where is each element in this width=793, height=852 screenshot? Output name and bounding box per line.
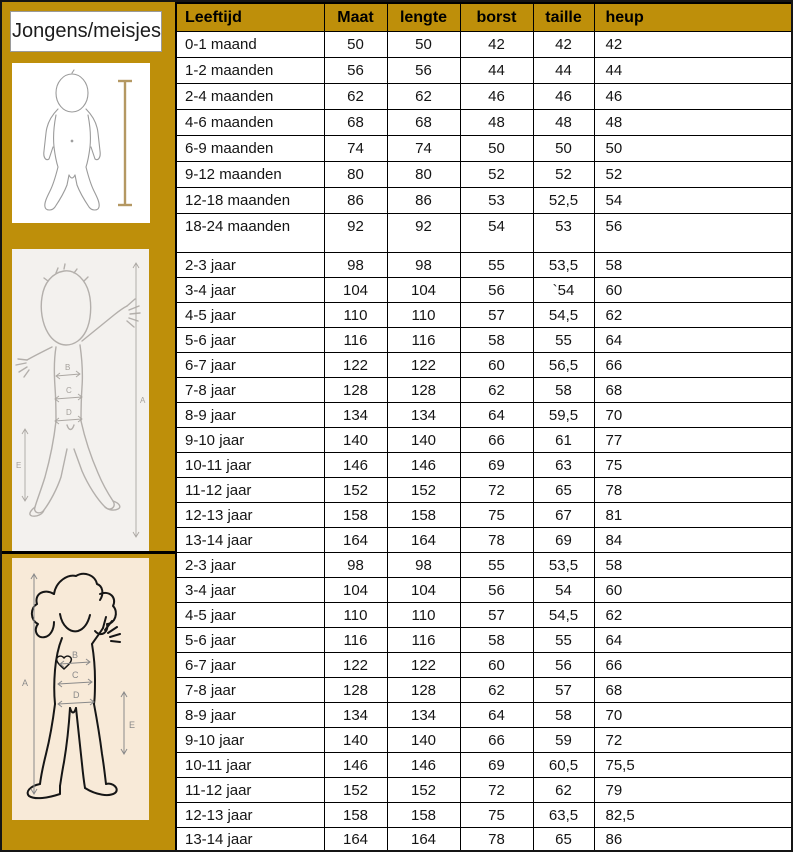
value-cell: 69 <box>460 753 533 778</box>
value-cell: 110 <box>387 603 460 628</box>
value-cell: 54 <box>460 214 533 240</box>
value-cell: 164 <box>324 528 387 553</box>
table-row <box>176 136 792 162</box>
value-cell: 68 <box>594 678 792 703</box>
size-table <box>175 2 793 852</box>
table-row <box>176 528 792 553</box>
value-cell: 128 <box>387 678 460 703</box>
table-row <box>176 303 792 328</box>
age-cell: 2-3 jaar <box>176 253 324 278</box>
value-cell: 86 <box>324 188 387 214</box>
age-cell: 11-12 jaar <box>176 778 324 803</box>
value-cell: 65 <box>533 478 594 503</box>
gender-label-text: Jongens/meisjes <box>12 20 161 42</box>
value-cell: 104 <box>387 578 460 603</box>
value-cell: 77 <box>594 428 792 453</box>
age-cell: 8-9 jaar <box>176 703 324 728</box>
value-cell: 54,5 <box>533 303 594 328</box>
value-cell: 75 <box>460 803 533 828</box>
value-cell: 81 <box>594 503 792 528</box>
section-meisjes <box>176 553 792 852</box>
value-cell: 56 <box>387 58 460 84</box>
value-cell: 57 <box>533 678 594 703</box>
value-cell: 52,5 <box>533 188 594 214</box>
value-cell: 46 <box>533 84 594 110</box>
table-row <box>176 353 792 378</box>
value-cell: 62 <box>460 678 533 703</box>
value-cell: `54 <box>533 278 594 303</box>
value-cell: 59,5 <box>533 403 594 428</box>
value-cell: 98 <box>324 253 387 278</box>
table-row <box>176 453 792 478</box>
value-cell: 146 <box>387 453 460 478</box>
table-row <box>176 678 792 703</box>
value-cell: 60 <box>594 578 792 603</box>
value-cell: 62 <box>387 84 460 110</box>
value-cell: 64 <box>460 703 533 728</box>
value-cell: 82,5 <box>594 803 792 828</box>
baby-figure-image <box>12 63 150 223</box>
value-cell: 134 <box>387 703 460 728</box>
girl-measure-label-c: C <box>72 670 79 680</box>
value-cell: 72 <box>460 778 533 803</box>
value-cell: 63 <box>533 453 594 478</box>
value-cell: 59 <box>533 728 594 753</box>
age-cell: 2-4 maanden <box>176 84 324 110</box>
age-cell: 0-1 maand <box>176 32 324 58</box>
value-cell: 55 <box>460 253 533 278</box>
sidebar-divider-line <box>2 551 175 554</box>
table-row <box>176 84 792 110</box>
age-cell: 3-4 jaar <box>176 578 324 603</box>
value-cell: 75 <box>460 503 533 528</box>
age-cell: 2-3 jaar <box>176 553 324 578</box>
value-cell: 92 <box>387 214 460 240</box>
value-cell: 164 <box>387 828 460 852</box>
table-row <box>176 253 792 278</box>
spacer-row <box>176 240 792 253</box>
age-cell: 11-12 jaar <box>176 478 324 503</box>
table-row <box>176 214 792 240</box>
value-cell: 116 <box>387 328 460 353</box>
table-row <box>176 328 792 353</box>
header-heup: heup <box>594 3 792 32</box>
value-cell: 65 <box>533 828 594 852</box>
value-cell: 50 <box>324 32 387 58</box>
section-spacer <box>176 240 792 253</box>
value-cell: 75,5 <box>594 753 792 778</box>
value-cell: 110 <box>324 603 387 628</box>
value-cell: 62 <box>324 84 387 110</box>
value-cell: 42 <box>460 32 533 58</box>
value-cell: 56 <box>594 214 792 240</box>
table-row <box>176 653 792 678</box>
age-cell: 9-10 jaar <box>176 428 324 453</box>
age-cell: 9-10 jaar <box>176 728 324 753</box>
sidebar <box>2 2 175 850</box>
value-cell: 146 <box>324 753 387 778</box>
value-cell: 116 <box>324 328 387 353</box>
value-cell: 74 <box>324 136 387 162</box>
value-cell: 52 <box>594 162 792 188</box>
table-row <box>176 503 792 528</box>
table-row <box>176 278 792 303</box>
value-cell: 92 <box>324 214 387 240</box>
value-cell: 64 <box>594 628 792 653</box>
value-cell: 50 <box>594 136 792 162</box>
age-cell: 10-11 jaar <box>176 453 324 478</box>
value-cell: 116 <box>387 628 460 653</box>
value-cell: 84 <box>594 528 792 553</box>
table-row <box>176 32 792 58</box>
table-row <box>176 728 792 753</box>
value-cell: 68 <box>387 110 460 136</box>
girl-measure-label-a: A <box>22 678 29 688</box>
value-cell: 62 <box>533 778 594 803</box>
section-jongens <box>176 253 792 553</box>
age-cell: 7-8 jaar <box>176 678 324 703</box>
value-cell: 48 <box>594 110 792 136</box>
value-cell: 56,5 <box>533 353 594 378</box>
value-cell: 128 <box>324 678 387 703</box>
age-cell: 13-14 jaar <box>176 828 324 852</box>
age-cell: 6-7 jaar <box>176 353 324 378</box>
age-cell: 12-13 jaar <box>176 803 324 828</box>
value-cell: 66 <box>594 353 792 378</box>
table-row <box>176 162 792 188</box>
value-cell: 66 <box>460 428 533 453</box>
value-cell: 57 <box>460 303 533 328</box>
value-cell: 152 <box>324 778 387 803</box>
table-row <box>176 478 792 503</box>
age-cell: 3-4 jaar <box>176 278 324 303</box>
value-cell: 134 <box>324 403 387 428</box>
value-cell: 72 <box>460 478 533 503</box>
value-cell: 140 <box>324 728 387 753</box>
value-cell: 53,5 <box>533 553 594 578</box>
table-row <box>176 403 792 428</box>
value-cell: 86 <box>594 828 792 852</box>
value-cell: 66 <box>460 728 533 753</box>
value-cell: 61 <box>533 428 594 453</box>
value-cell: 60 <box>460 353 533 378</box>
boy-figure-image <box>12 249 149 551</box>
value-cell: 69 <box>533 528 594 553</box>
value-cell: 58 <box>460 628 533 653</box>
value-cell: 60 <box>460 653 533 678</box>
value-cell: 70 <box>594 703 792 728</box>
value-cell: 52 <box>533 162 594 188</box>
value-cell: 62 <box>594 303 792 328</box>
value-cell: 56 <box>533 653 594 678</box>
age-cell: 5-6 jaar <box>176 328 324 353</box>
value-cell: 57 <box>460 603 533 628</box>
value-cell: 62 <box>594 603 792 628</box>
value-cell: 140 <box>387 728 460 753</box>
value-cell: 122 <box>324 353 387 378</box>
value-cell: 58 <box>594 553 792 578</box>
value-cell: 74 <box>387 136 460 162</box>
value-cell: 44 <box>533 58 594 84</box>
value-cell: 58 <box>533 378 594 403</box>
boy-outline-icon <box>12 249 149 551</box>
table-row <box>176 603 792 628</box>
value-cell: 58 <box>460 328 533 353</box>
age-cell: 1-2 maanden <box>176 58 324 84</box>
value-cell: 98 <box>387 253 460 278</box>
table-row <box>176 828 792 852</box>
value-cell: 56 <box>460 578 533 603</box>
boy-measure-label-a: A <box>140 396 146 405</box>
value-cell: 70 <box>594 403 792 428</box>
value-cell: 52 <box>460 162 533 188</box>
value-cell: 140 <box>324 428 387 453</box>
girl-figure-image <box>12 558 149 820</box>
value-cell: 68 <box>324 110 387 136</box>
value-cell: 110 <box>387 303 460 328</box>
age-cell: 4-5 jaar <box>176 303 324 328</box>
value-cell: 104 <box>387 278 460 303</box>
table-row <box>176 628 792 653</box>
value-cell: 46 <box>460 84 533 110</box>
value-cell: 63,5 <box>533 803 594 828</box>
age-cell: 7-8 jaar <box>176 378 324 403</box>
value-cell: 164 <box>324 828 387 852</box>
girl-measure-label-d: D <box>73 690 80 700</box>
value-cell: 158 <box>387 503 460 528</box>
value-cell: 128 <box>387 378 460 403</box>
value-cell: 78 <box>460 528 533 553</box>
table-row <box>176 553 792 578</box>
age-cell: 4-6 maanden <box>176 110 324 136</box>
value-cell: 122 <box>387 353 460 378</box>
header-leeftijd: Leeftijd <box>176 3 324 32</box>
value-cell: 80 <box>324 162 387 188</box>
value-cell: 146 <box>324 453 387 478</box>
value-cell: 66 <box>594 653 792 678</box>
value-cell: 68 <box>594 378 792 403</box>
value-cell: 164 <box>387 528 460 553</box>
value-cell: 72 <box>594 728 792 753</box>
value-cell: 64 <box>594 328 792 353</box>
girl-outline-icon <box>12 558 149 820</box>
value-cell: 158 <box>324 503 387 528</box>
boy-measure-label-d: D <box>66 408 72 417</box>
table-row <box>176 188 792 214</box>
value-cell: 58 <box>533 703 594 728</box>
value-cell: 53,5 <box>533 253 594 278</box>
value-cell: 42 <box>594 32 792 58</box>
table-row <box>176 378 792 403</box>
value-cell: 50 <box>387 32 460 58</box>
value-cell: 75 <box>594 453 792 478</box>
header-lengte: lengte <box>387 3 460 32</box>
value-cell: 42 <box>533 32 594 58</box>
value-cell: 53 <box>533 214 594 240</box>
value-cell: 98 <box>387 553 460 578</box>
header-taille: taille <box>533 3 594 32</box>
value-cell: 134 <box>324 703 387 728</box>
value-cell: 64 <box>460 403 533 428</box>
girl-measure-label-e: E <box>129 720 136 730</box>
value-cell: 80 <box>387 162 460 188</box>
section-baby <box>176 32 792 240</box>
value-cell: 78 <box>460 828 533 852</box>
age-cell: 13-14 jaar <box>176 528 324 553</box>
value-cell: 48 <box>460 110 533 136</box>
value-cell: 134 <box>387 403 460 428</box>
value-cell: 98 <box>324 553 387 578</box>
table-row <box>176 428 792 453</box>
value-cell: 79 <box>594 778 792 803</box>
table-row <box>176 110 792 136</box>
header-borst: borst <box>460 3 533 32</box>
value-cell: 158 <box>387 803 460 828</box>
boy-measure-label-e: E <box>16 461 22 470</box>
value-cell: 104 <box>324 578 387 603</box>
value-cell: 50 <box>460 136 533 162</box>
value-cell: 110 <box>324 303 387 328</box>
value-cell: 67 <box>533 503 594 528</box>
value-cell: 55 <box>460 553 533 578</box>
value-cell: 122 <box>324 653 387 678</box>
table-header-row <box>176 3 792 32</box>
measuring-ruler-icon <box>118 81 132 205</box>
value-cell: 122 <box>387 653 460 678</box>
value-cell: 54 <box>533 578 594 603</box>
value-cell: 46 <box>594 84 792 110</box>
value-cell: 152 <box>387 478 460 503</box>
table-row <box>176 578 792 603</box>
value-cell: 60 <box>594 278 792 303</box>
age-cell: 18-24 maanden <box>176 214 324 240</box>
value-cell: 55 <box>533 628 594 653</box>
table-row <box>176 58 792 84</box>
value-cell: 48 <box>533 110 594 136</box>
value-cell: 56 <box>324 58 387 84</box>
value-cell: 78 <box>594 478 792 503</box>
age-cell: 4-5 jaar <box>176 603 324 628</box>
value-cell: 56 <box>460 278 533 303</box>
value-cell: 60,5 <box>533 753 594 778</box>
value-cell: 152 <box>324 478 387 503</box>
age-cell: 12-13 jaar <box>176 503 324 528</box>
age-cell: 10-11 jaar <box>176 753 324 778</box>
value-cell: 69 <box>460 453 533 478</box>
value-cell: 152 <box>387 778 460 803</box>
table-row <box>176 778 792 803</box>
girl-measure-label-b: B <box>72 650 79 660</box>
value-cell: 53 <box>460 188 533 214</box>
value-cell: 104 <box>324 278 387 303</box>
value-cell: 54 <box>594 188 792 214</box>
table-row <box>176 703 792 728</box>
table-row <box>176 753 792 778</box>
age-cell: 6-7 jaar <box>176 653 324 678</box>
value-cell: 44 <box>460 58 533 84</box>
value-cell: 55 <box>533 328 594 353</box>
value-cell: 128 <box>324 378 387 403</box>
value-cell: 58 <box>594 253 792 278</box>
value-cell: 44 <box>594 58 792 84</box>
header-maat: Maat <box>324 3 387 32</box>
age-cell: 6-9 maanden <box>176 136 324 162</box>
value-cell: 116 <box>324 628 387 653</box>
age-cell: 8-9 jaar <box>176 403 324 428</box>
boy-measure-label-c: C <box>66 386 72 395</box>
value-cell: 158 <box>324 803 387 828</box>
value-cell: 54,5 <box>533 603 594 628</box>
value-cell: 62 <box>460 378 533 403</box>
age-cell: 5-6 jaar <box>176 628 324 653</box>
table-row <box>176 803 792 828</box>
baby-outline-icon <box>12 63 150 223</box>
age-cell: 9-12 maanden <box>176 162 324 188</box>
gender-label <box>10 11 162 52</box>
boy-measure-label-b: B <box>65 363 71 372</box>
age-cell: 12-18 maanden <box>176 188 324 214</box>
value-cell: 86 <box>387 188 460 214</box>
value-cell: 140 <box>387 428 460 453</box>
value-cell: 50 <box>533 136 594 162</box>
value-cell: 146 <box>387 753 460 778</box>
